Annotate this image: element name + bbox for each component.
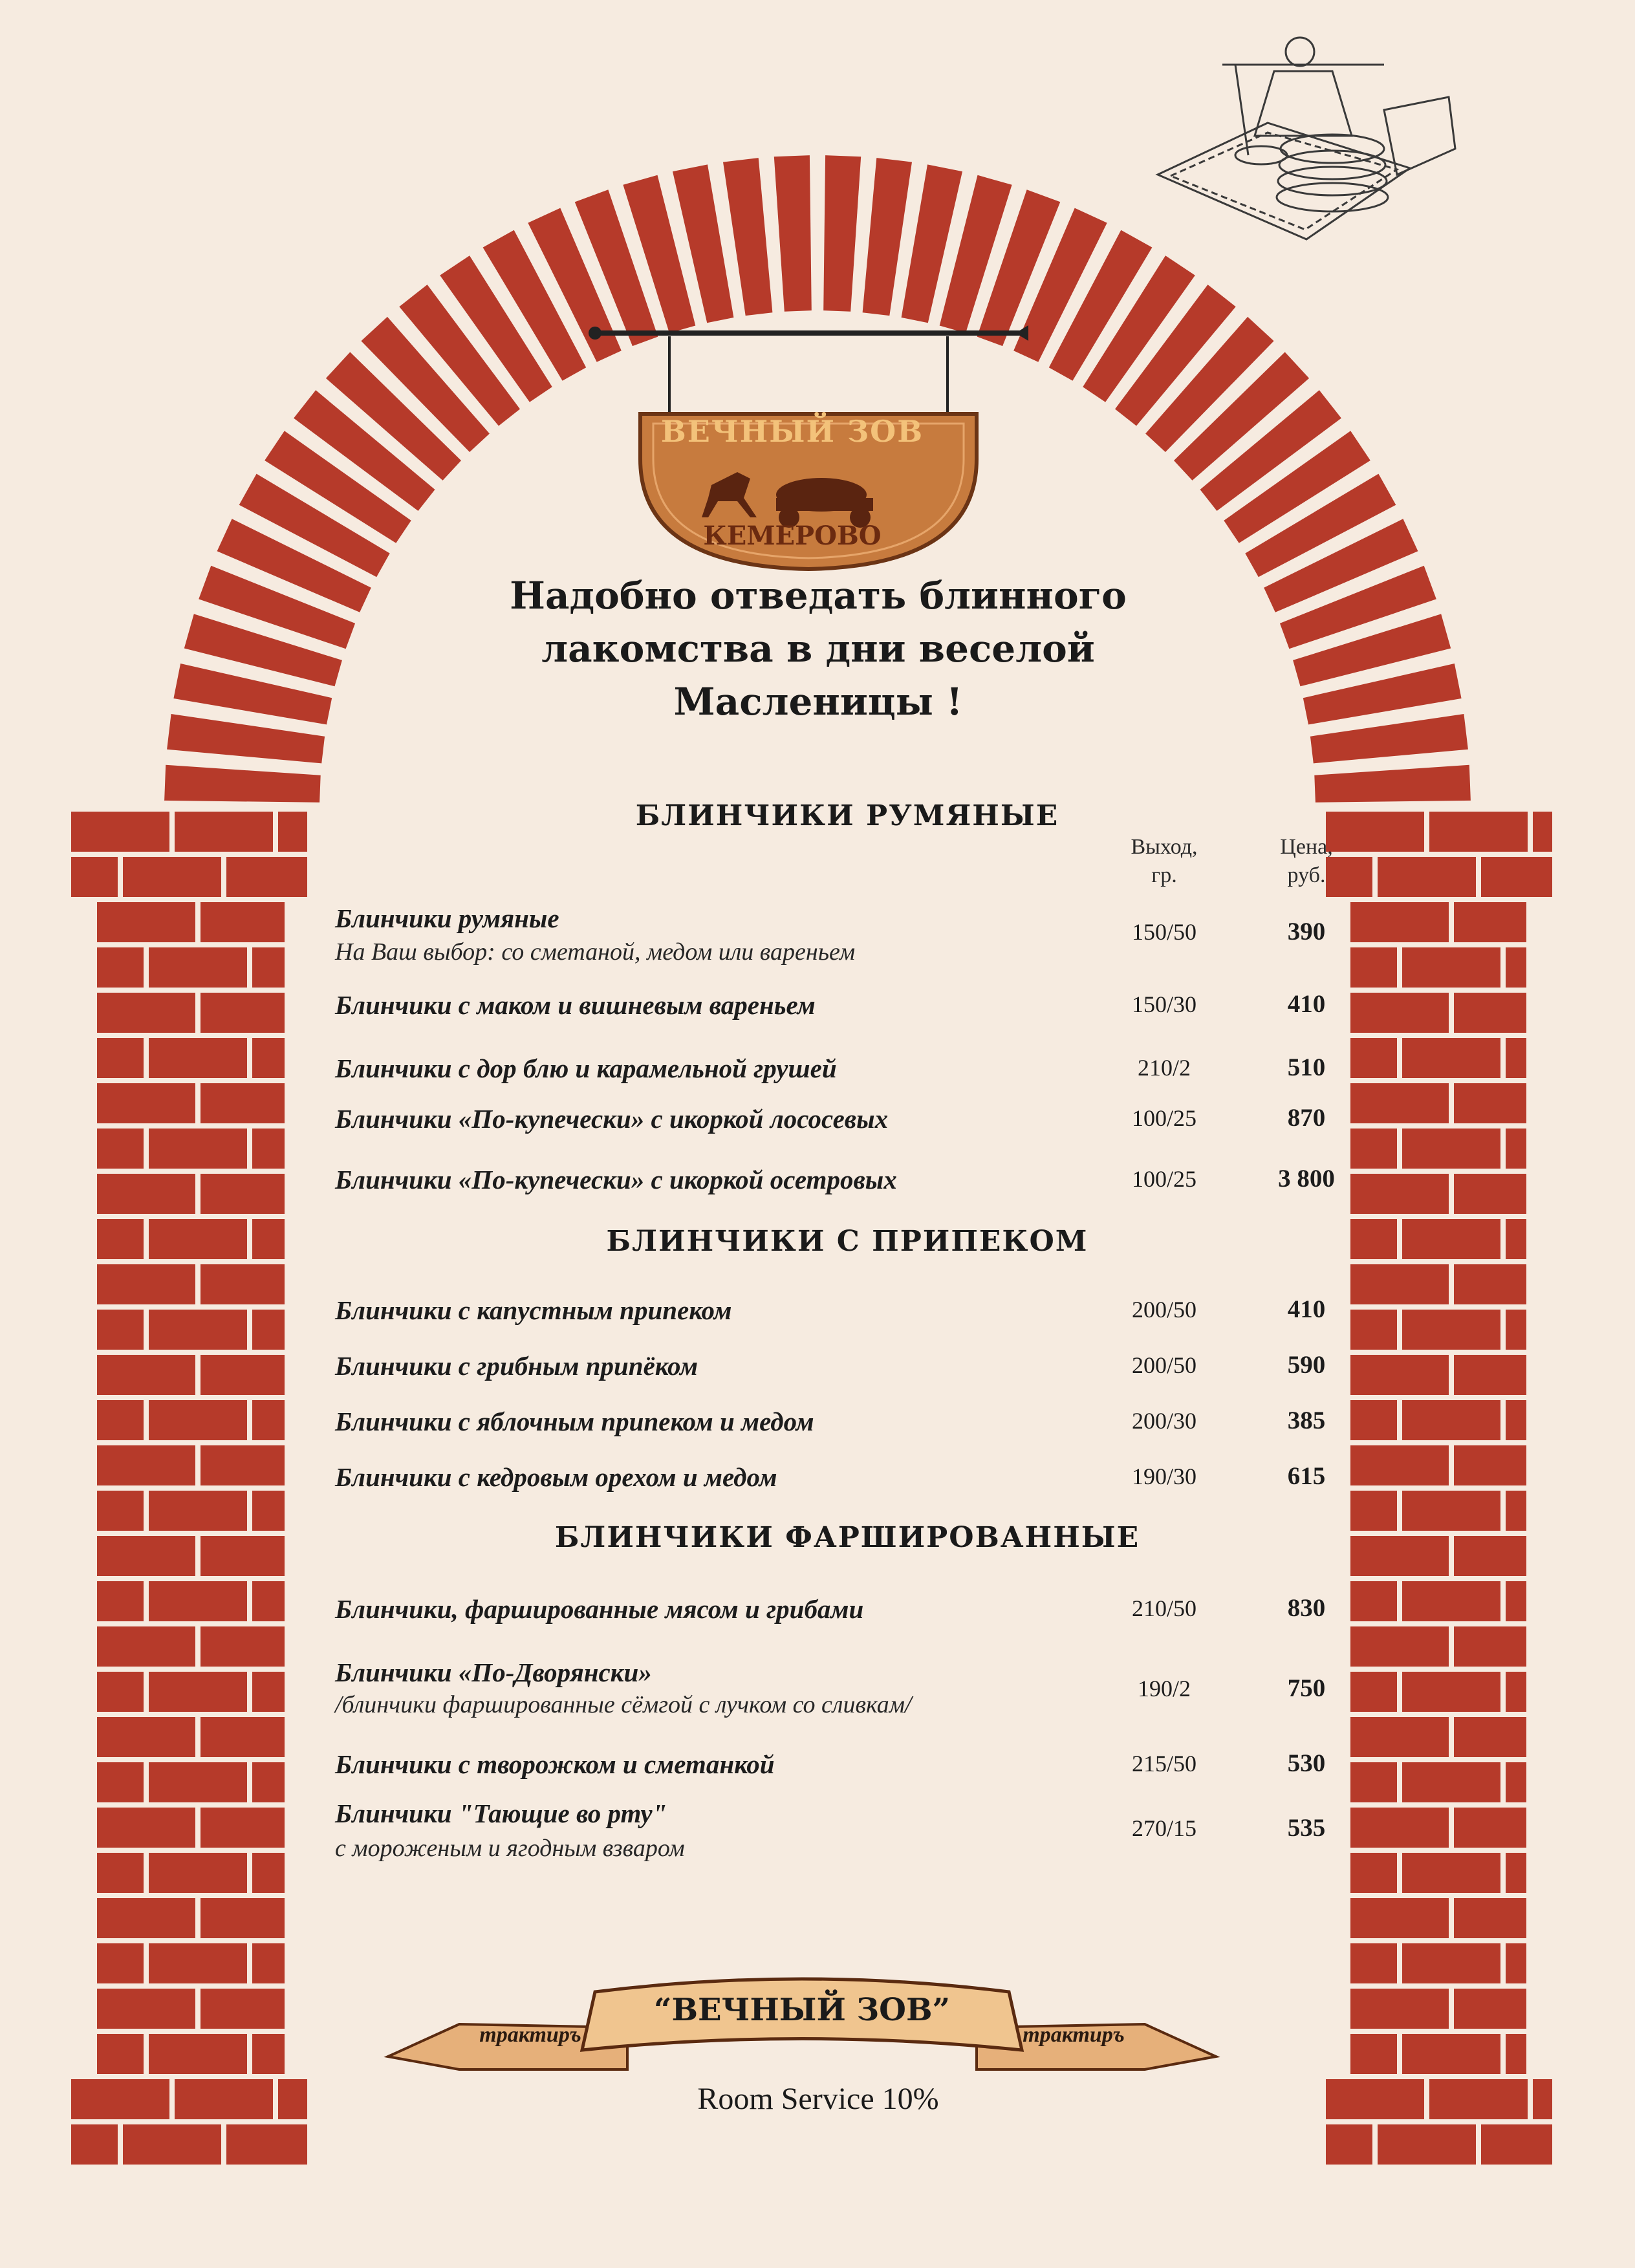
brick (252, 1853, 285, 1893)
brick (1506, 1400, 1526, 1440)
arch-brick (1314, 765, 1471, 803)
brick (97, 1898, 195, 1938)
brick (149, 1762, 247, 1802)
brick (97, 1672, 144, 1712)
item-description: /блинчики фаршированные сёмгой с лучком со сливкам/ (335, 1691, 912, 1718)
brick (1350, 1943, 1397, 1983)
brick (252, 2034, 285, 2074)
brick (97, 1762, 144, 1802)
item-name: Блинчики с маком и вишневым вареньем (335, 990, 816, 1020)
brick (1402, 1038, 1500, 1078)
brick (1402, 1853, 1500, 1893)
item-weight: 150/30 (1131, 991, 1196, 1017)
maslenitsa-doll-illustration (1138, 26, 1462, 272)
brick (200, 1445, 285, 1485)
banner-text (382, 1966, 1222, 2089)
brick (1350, 1989, 1449, 2029)
brick (252, 1310, 285, 1350)
item-weight: 190/2 (1137, 1676, 1191, 1701)
brick (200, 1264, 285, 1304)
item-name: Блинчики «По-Дворянски» (335, 1658, 652, 1687)
brick (1506, 1129, 1526, 1169)
item-price: 750 (1287, 1674, 1326, 1702)
brick (1506, 1038, 1526, 1078)
brick (252, 1219, 285, 1259)
brick (1402, 1491, 1500, 1531)
brick (1454, 1626, 1526, 1667)
brick (123, 2124, 221, 2165)
item-name: Блинчики с кедровым орехом и медом (335, 1462, 777, 1492)
brick (1350, 902, 1449, 942)
brick (97, 947, 144, 988)
brick (97, 1717, 195, 1757)
brick (1378, 2124, 1476, 2165)
brick (1402, 1581, 1500, 1621)
brick (1350, 1129, 1397, 1169)
brick (1454, 1445, 1526, 1485)
brick (1429, 812, 1528, 852)
brick (1454, 1083, 1526, 1123)
brick (97, 1083, 195, 1123)
brick (1454, 902, 1526, 942)
item-weight: 100/25 (1131, 1105, 1196, 1131)
brick (97, 1038, 144, 1078)
arch-brick (723, 158, 772, 316)
item-name: Блинчики «По-купечески» с икоркой осетровых (335, 1165, 897, 1194)
brick (97, 1355, 195, 1395)
headline (414, 569, 1222, 728)
item-name: Блинчики с капустным припеком (335, 1295, 732, 1325)
brick (1350, 1491, 1397, 1531)
brick (1506, 1491, 1526, 1531)
brick (1402, 1943, 1500, 1983)
brick (200, 1536, 285, 1576)
section-title: БЛИНЧИКИ ФАРШИРОВАННЫЕ (554, 1521, 1140, 1554)
item-weight: 150/50 (1131, 919, 1196, 945)
brick (1350, 993, 1449, 1033)
brick (1350, 1808, 1449, 1848)
weight-column-header (1099, 833, 1229, 890)
brick (149, 1219, 247, 1259)
brick (97, 1445, 195, 1485)
brick (1402, 1310, 1500, 1350)
headline-line: лакомства в дни веселой (541, 627, 1095, 671)
item-weight: 210/50 (1131, 1595, 1196, 1621)
item-price: 390 (1287, 918, 1326, 945)
item-price: 590 (1287, 1351, 1326, 1379)
brick (97, 1536, 195, 1576)
price-header-line: Цена, (1280, 835, 1333, 859)
brick (1402, 1129, 1500, 1169)
brick (1350, 1853, 1397, 1893)
brick (1454, 1536, 1526, 1576)
brick (97, 2034, 144, 2074)
brick (97, 1219, 144, 1259)
item-price: 530 (1287, 1749, 1326, 1777)
brick (1533, 2079, 1552, 2119)
brick (200, 993, 285, 1033)
brick (149, 1943, 247, 1983)
item-price: 870 (1287, 1104, 1326, 1132)
brick (200, 1989, 285, 2029)
brick (1326, 2124, 1372, 2165)
arch-brick (774, 155, 812, 312)
brick (1506, 1310, 1526, 1350)
item-price: 510 (1287, 1053, 1326, 1081)
brick (149, 1672, 247, 1712)
weight-header-line: Выход, (1131, 835, 1198, 859)
brick (1454, 1898, 1526, 1938)
brick (149, 1853, 247, 1893)
item-price: 830 (1287, 1594, 1326, 1622)
brick (1326, 2079, 1424, 2119)
banner-title: “ВЕЧНЫЙ ЗОВ” (653, 1992, 951, 2028)
brick (149, 1129, 247, 1169)
item-price: 535 (1287, 1814, 1326, 1842)
banner-left-label: трактиръ (479, 2023, 581, 2047)
brick (149, 1581, 247, 1621)
banner-right-label: трактиръ (1023, 2023, 1125, 2047)
item-name: Блинчики румяные (335, 903, 559, 933)
headline-line: Масленицы ! (673, 680, 963, 724)
brick (252, 1581, 285, 1621)
brick (1402, 947, 1500, 988)
brick (200, 1898, 285, 1938)
brick (226, 857, 307, 897)
brick (71, 812, 169, 852)
brick (1454, 993, 1526, 1033)
brick (200, 1626, 285, 1667)
logo (640, 394, 944, 556)
brick (200, 1717, 285, 1757)
item-weight: 200/30 (1131, 1408, 1196, 1434)
item-weight: 200/50 (1131, 1297, 1196, 1323)
brick (71, 857, 118, 897)
brick (175, 812, 273, 852)
brick (252, 1491, 285, 1531)
price-header-unit: руб. (1287, 863, 1326, 887)
item-price: 385 (1287, 1407, 1326, 1434)
brick (226, 2124, 307, 2165)
brick (97, 1808, 195, 1848)
weight-header-unit: гр. (1151, 863, 1177, 887)
brick (149, 1038, 247, 1078)
brick (1506, 1762, 1526, 1802)
brick (97, 1853, 144, 1893)
brick (1506, 947, 1526, 988)
item-name: Блинчики с грибным припёком (335, 1351, 698, 1381)
arch-brick (164, 765, 321, 803)
brick (1350, 2034, 1397, 2074)
item-weight: 190/30 (1131, 1463, 1196, 1489)
brick (200, 1083, 285, 1123)
logo-name: ВЕЧНЫЙ ЗОВ (660, 414, 924, 449)
arch-brick (167, 714, 325, 763)
item-weight: 215/50 (1131, 1751, 1196, 1777)
brick (252, 1129, 285, 1169)
item-name: Блинчики "Тающие во рту" (335, 1798, 667, 1828)
brick (71, 2079, 169, 2119)
brick (149, 947, 247, 988)
brick (1350, 1536, 1449, 1576)
brick (1402, 1219, 1500, 1259)
arch-brick (823, 155, 861, 312)
brick (1350, 1219, 1397, 1259)
brick (97, 1626, 195, 1667)
logo-city: КЕМЕРОВО (703, 521, 882, 551)
brick (1350, 1626, 1449, 1667)
brick (97, 1174, 195, 1214)
item-name: Блинчики с творожком и сметанкой (335, 1749, 775, 1779)
brick (1350, 1355, 1449, 1395)
item-name: Блинчики, фаршированные мясом и грибами (335, 1594, 864, 1624)
brick (278, 812, 307, 852)
brick (1350, 1264, 1449, 1304)
brick (149, 1491, 247, 1531)
brick (200, 1174, 285, 1214)
brick (149, 1400, 247, 1440)
headline-line: Надобно отведать блинного (510, 574, 1127, 618)
brick (1454, 1174, 1526, 1214)
brick (97, 1400, 144, 1440)
brick (71, 2124, 118, 2165)
brick (97, 1581, 144, 1621)
section-title: БЛИНЧИКИ С ПРИПЕКОМ (606, 1225, 1088, 1258)
brick (1506, 1581, 1526, 1621)
brick (1454, 1355, 1526, 1395)
brick (1454, 1264, 1526, 1304)
item-price: 410 (1287, 1295, 1326, 1323)
brick (1454, 1717, 1526, 1757)
brick (1350, 1898, 1449, 1938)
item-description: На Ваш выбор: со сметаной, медом или вареньем (335, 938, 856, 966)
brick (252, 947, 285, 988)
brick (252, 1400, 285, 1440)
item-name: Блинчики «По-купечески» с икоркой лососевых (335, 1104, 889, 1134)
brick (1402, 1400, 1500, 1440)
brick (1481, 857, 1552, 897)
brick (252, 1038, 285, 1078)
brick (175, 2079, 273, 2119)
brick (1350, 1445, 1449, 1485)
brick (1506, 1672, 1526, 1712)
section-title: БЛИНЧИКИ РУМЯНЫЕ (635, 799, 1059, 832)
brick (252, 1672, 285, 1712)
brick (149, 1310, 247, 1350)
brick (97, 1264, 195, 1304)
brick (1402, 2034, 1500, 2074)
item-price: 410 (1287, 990, 1326, 1018)
arch-brick (1310, 714, 1468, 763)
brick (97, 902, 195, 942)
arch-brick (863, 158, 912, 316)
item-description: с мороженым и ягодным взваром (335, 1835, 685, 1862)
brick (252, 1943, 285, 1983)
brick (97, 1943, 144, 1983)
brick (1378, 857, 1476, 897)
brick (1350, 947, 1397, 988)
item-name: Блинчики с яблочным припеком и медом (335, 1407, 814, 1436)
brick (278, 2079, 307, 2119)
brick (1402, 1762, 1500, 1802)
brick (97, 1491, 144, 1531)
brick (97, 993, 195, 1033)
brick (1481, 2124, 1552, 2165)
brick (123, 857, 221, 897)
brick (200, 1808, 285, 1848)
brick (97, 1989, 195, 2029)
item-weight: 200/50 (1131, 1352, 1196, 1378)
brick (200, 902, 285, 942)
brick (1454, 1989, 1526, 2029)
brick (1506, 1943, 1526, 1983)
brick (1429, 2079, 1528, 2119)
item-price: 3 800 (1278, 1165, 1335, 1193)
brick (1506, 1219, 1526, 1259)
brick (1402, 1672, 1500, 1712)
brick (200, 1355, 285, 1395)
item-weight: 210/2 (1137, 1055, 1191, 1081)
brick (97, 1129, 144, 1169)
price-column-header (1248, 833, 1365, 890)
brick (1454, 1808, 1526, 1848)
brick (1350, 1717, 1449, 1757)
brick (1350, 1083, 1449, 1123)
item-weight: 100/25 (1131, 1166, 1196, 1192)
brick (1350, 1174, 1449, 1214)
item-price: 615 (1287, 1462, 1326, 1490)
item-name: Блинчики с дор блю и карамельной грушей (335, 1053, 837, 1083)
brick (97, 1310, 144, 1350)
brick (252, 1762, 285, 1802)
item-weight: 270/15 (1131, 1815, 1196, 1841)
brick (1506, 2034, 1526, 2074)
brick (149, 2034, 247, 2074)
brick (1506, 1853, 1526, 1893)
room-service-note: Room Service 10% (697, 2082, 939, 2116)
brick (1533, 812, 1552, 852)
